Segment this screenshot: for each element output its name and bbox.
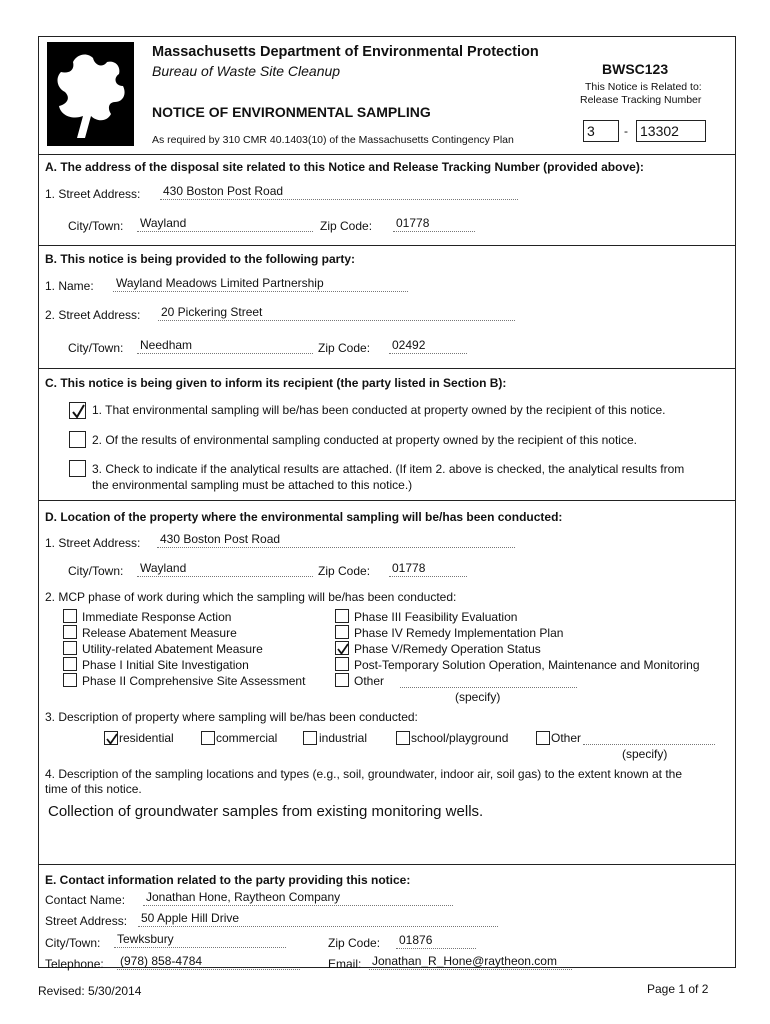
specify-label: (specify)	[455, 690, 501, 704]
phase-label: Immediate Response Action	[82, 610, 232, 624]
section-d-heading: D. Location of the property where the environmental sampling will be/has been conducted:	[45, 510, 563, 524]
sampling-street-field[interactable]: 430 Boston Post Road	[160, 532, 281, 546]
revised-date: Revised: 5/30/2014	[38, 984, 142, 998]
phase-checkbox[interactable]	[63, 609, 77, 623]
underline	[137, 353, 313, 354]
phase-label: Post-Temporary Solution Operation, Maintenance and Monitoring	[354, 658, 700, 672]
specify-label: (specify)	[622, 747, 668, 761]
notice-option-2: 2. Of the results of environmental sampling conducted at property owned by the recipient of this notice.	[92, 433, 637, 447]
property-label: commercial	[216, 731, 278, 745]
related-label: This Notice is Related to:	[585, 81, 702, 93]
contact-street-field[interactable]: 50 Apple Hill Drive	[141, 911, 240, 925]
form-frame	[38, 36, 736, 968]
divider	[38, 245, 736, 246]
property-checkbox[interactable]	[396, 731, 410, 745]
property-question: 3. Description of property where sampling will be/has been conducted:	[45, 710, 418, 724]
underline	[117, 969, 300, 970]
phase-label: Other	[354, 674, 385, 688]
sampling-description-field[interactable]: Collection of groundwater samples from existing monitoring wells.	[48, 803, 484, 820]
notice-option-1: 1. That environmental sampling will be/has been conducted at property owned by the recipient of this notice.	[92, 403, 666, 417]
cmr-reference: As required by 310 CMR 40.1403(10) of the Massachusetts Contingency Plan	[152, 134, 514, 146]
checkbox-c1[interactable]	[69, 402, 86, 419]
phone-label: Telephone:	[45, 957, 104, 971]
phase-checkbox[interactable]	[335, 673, 349, 687]
contact-phone-field[interactable]: (978) 858-4784	[120, 954, 203, 968]
rtn-label: Release Tracking Number	[580, 94, 702, 106]
underline	[369, 969, 572, 970]
phase-label: Phase III Feasibility Evaluation	[354, 610, 518, 624]
contact-name-field[interactable]: Jonathan Hone, Raytheon Company	[146, 890, 341, 904]
city-label: City/Town:	[68, 219, 124, 233]
page-number: Page 1 of 2	[647, 982, 709, 996]
divider	[38, 154, 736, 155]
site-city-field[interactable]: Wayland	[140, 216, 187, 230]
contact-label: Contact Name:	[45, 893, 126, 907]
city-label: City/Town:	[68, 341, 124, 355]
divider	[38, 500, 736, 501]
site-zip-field[interactable]: 01778	[396, 216, 430, 230]
notice-option-3-cont: the environmental sampling must be attached to this notice.)	[92, 478, 413, 492]
street-label: 1. Street Address:	[45, 536, 141, 550]
section-b-heading: B. This notice is being provided to the following party:	[45, 252, 356, 266]
zip-label: Zip Code:	[318, 564, 371, 578]
street-label: Street Address:	[45, 914, 128, 928]
underline	[137, 576, 313, 577]
checkbox-c2[interactable]	[69, 431, 86, 448]
phase-label: Phase IV Remedy Implementation Plan	[354, 626, 564, 640]
recipient-name-field[interactable]: Wayland Meadows Limited Partnership	[116, 276, 324, 290]
contact-email-field[interactable]: Jonathan_R_Hone@raytheon.com	[372, 954, 557, 968]
underline	[396, 948, 476, 949]
underline	[137, 231, 313, 232]
checkmark-icon	[336, 642, 350, 656]
underline	[113, 291, 408, 292]
phase-checkbox[interactable]	[335, 609, 349, 623]
sampling-city-field[interactable]: Wayland	[140, 561, 187, 575]
underline	[138, 926, 498, 927]
property-label: residential	[119, 731, 174, 745]
underline	[389, 576, 467, 577]
rtn-dash: -	[624, 124, 628, 138]
divider	[38, 864, 736, 865]
underline	[158, 320, 515, 321]
sampling-zip-field[interactable]: 01778	[392, 561, 426, 575]
underline	[393, 231, 475, 232]
description-question-cont: time of this notice.	[45, 782, 142, 796]
checkmark-icon	[70, 403, 87, 420]
site-street-field[interactable]: 430 Boston Post Road	[163, 184, 284, 198]
underline	[114, 947, 286, 948]
contact-city-field[interactable]: Tewksbury	[117, 932, 174, 946]
property-label: school/playground	[411, 731, 509, 745]
section-e-heading: E. Contact information related to the party providing this notice:	[45, 873, 411, 887]
property-checkbox[interactable]	[536, 731, 550, 745]
other-property-field[interactable]	[583, 744, 715, 745]
form-id: BWSC123	[602, 61, 669, 77]
oak-leaf-icon	[47, 42, 134, 146]
property-checkbox[interactable]	[303, 731, 317, 745]
section-c-heading: C. This notice is being given to inform its recipient (the party listed in Section B):	[45, 376, 507, 390]
underline	[389, 353, 467, 354]
property-label: industrial	[319, 731, 368, 745]
phase-checkbox[interactable]	[63, 657, 77, 671]
oak-leaf-logo	[47, 42, 134, 146]
phase-question: 2. MCP phase of work during which the sampling will be/has been conducted:	[45, 590, 457, 604]
contact-zip-field[interactable]: 01876	[399, 933, 433, 947]
checkbox-c3[interactable]	[69, 460, 86, 477]
underline	[157, 547, 515, 548]
phase-checkbox[interactable]	[63, 673, 77, 687]
phase-label: Release Abatement Measure	[82, 626, 237, 640]
phase-checkbox[interactable]	[335, 657, 349, 671]
form-title: NOTICE OF ENVIRONMENTAL SAMPLING	[152, 104, 431, 120]
city-label: City/Town:	[68, 564, 124, 578]
rtn-number-field[interactable]: 13302	[636, 120, 706, 142]
phase-checkbox[interactable]	[63, 641, 77, 655]
notice-option-3: 3. Check to indicate if the analytical results are attached. (If item 2. above is checked, the analytical results from	[92, 462, 685, 476]
zip-label: Zip Code:	[320, 219, 373, 233]
zip-label: Zip Code:	[328, 936, 381, 950]
phase-label: Phase V/Remedy Operation Status	[354, 642, 541, 656]
underline	[143, 905, 453, 906]
section-a-heading: A. The address of the disposal site related to this Notice and Release Tracking Number (provided above):	[45, 160, 644, 174]
phase-checkbox[interactable]	[335, 625, 349, 639]
bureau-name: Bureau of Waste Site Cleanup	[152, 63, 341, 79]
underline	[160, 199, 518, 200]
street-label: 2. Street Address:	[45, 308, 141, 322]
property-checkbox[interactable]	[201, 731, 215, 745]
property-checkbox-checked[interactable]	[104, 731, 118, 745]
rtn-region-field[interactable]: 3	[583, 120, 619, 142]
phase-label: Phase II Comprehensive Site Assessment	[82, 674, 306, 688]
recipient-zip-field[interactable]: 02492	[392, 338, 426, 352]
street-label: 1. Street Address:	[45, 187, 141, 201]
email-label: Email:	[328, 957, 362, 971]
city-label: City/Town:	[45, 936, 101, 950]
recipient-city-field[interactable]: Needham	[140, 338, 193, 352]
phase-checkbox-checked[interactable]	[335, 641, 349, 655]
property-label: Other	[551, 731, 582, 745]
name-label: 1. Name:	[45, 279, 94, 293]
description-question: 4. Description of the sampling locations and types (e.g., soil, groundwater, indoor air, soil gas) to the extent known at the	[45, 767, 683, 781]
other-phase-field[interactable]	[400, 687, 577, 688]
phase-label: Phase I Initial Site Investigation	[82, 658, 249, 672]
phase-label: Utility-related Abatement Measure	[82, 642, 263, 656]
checkmark-icon	[105, 732, 119, 746]
phase-checkbox[interactable]	[63, 625, 77, 639]
dept-name: Massachusetts Department of Environmental Protection	[152, 44, 539, 60]
zip-label: Zip Code:	[318, 341, 371, 355]
recipient-street-field[interactable]: 20 Pickering Street	[161, 305, 263, 319]
divider	[38, 368, 736, 369]
